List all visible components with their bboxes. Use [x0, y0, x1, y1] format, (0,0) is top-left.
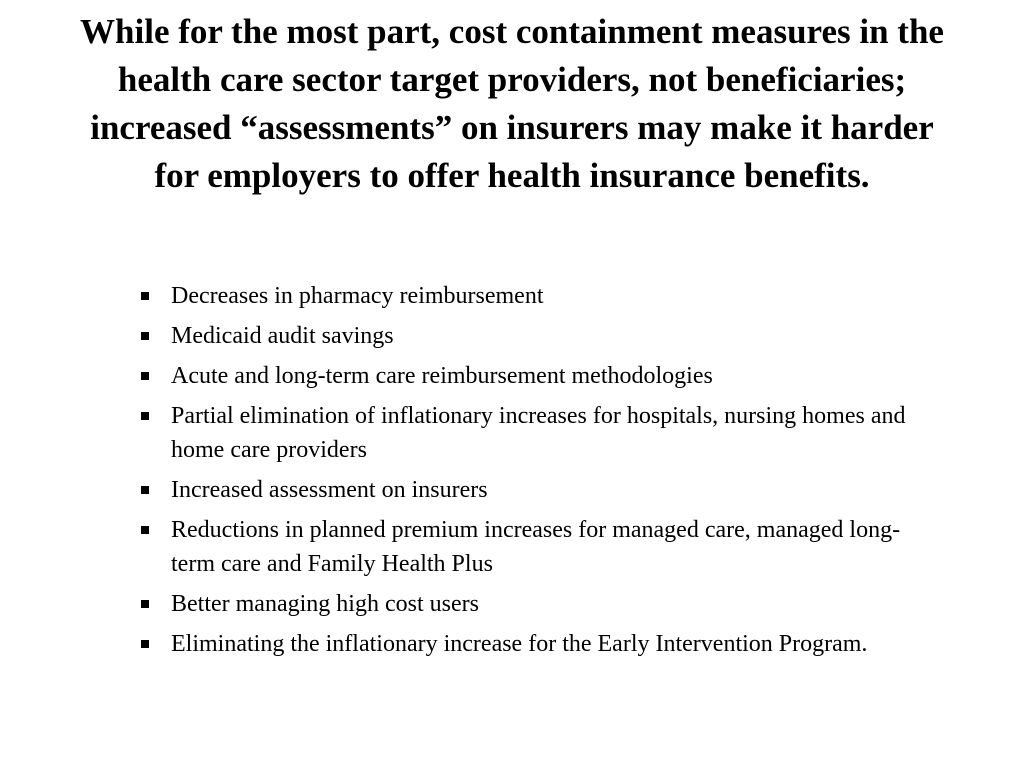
- bullet-item: [138, 279, 938, 313]
- square-bullet-icon: [141, 412, 149, 420]
- square-bullet-icon: [141, 292, 149, 300]
- bullet-text: Decreases in pharmacy reimbursement: [171, 283, 544, 309]
- bullet-text: Better managing high cost users: [171, 591, 479, 617]
- square-bullet-icon: [141, 332, 149, 340]
- square-bullet-icon: [141, 486, 149, 494]
- square-bullet-icon: [141, 640, 149, 648]
- bullet-item: [138, 399, 938, 467]
- bullet-item: [138, 513, 938, 581]
- square-bullet-icon: [141, 600, 149, 608]
- bullet-text: Eliminating the inflationary increase for the Early Intervention Program.: [171, 631, 868, 657]
- bullet-list: [138, 279, 938, 667]
- bullet-text: Reductions in planned premium increases for managed care, managed long-term care and Family Health Plus: [171, 517, 901, 577]
- bullet-item: [138, 319, 938, 353]
- bullet-item: [138, 627, 938, 661]
- bullet-text: Medicaid audit savings: [171, 323, 394, 349]
- slide-title: While for the most part, cost containment measures in the health care sector target providers, not beneficiaries; increased “assessments” on insurers may make it harder for employers to offer health insurance benefits.: [80, 12, 944, 195]
- bullet-text: Acute and long-term care reimbursement methodologies: [171, 363, 713, 389]
- bullet-text: Partial elimination of inflationary increases for hospitals, nursing homes and home care providers: [171, 403, 906, 463]
- square-bullet-icon: [141, 372, 149, 380]
- bullet-item: [138, 473, 938, 507]
- bullet-item: [138, 587, 938, 621]
- bullet-text: Increased assessment on insurers: [171, 477, 488, 503]
- square-bullet-icon: [141, 526, 149, 534]
- bullet-item: [138, 359, 938, 393]
